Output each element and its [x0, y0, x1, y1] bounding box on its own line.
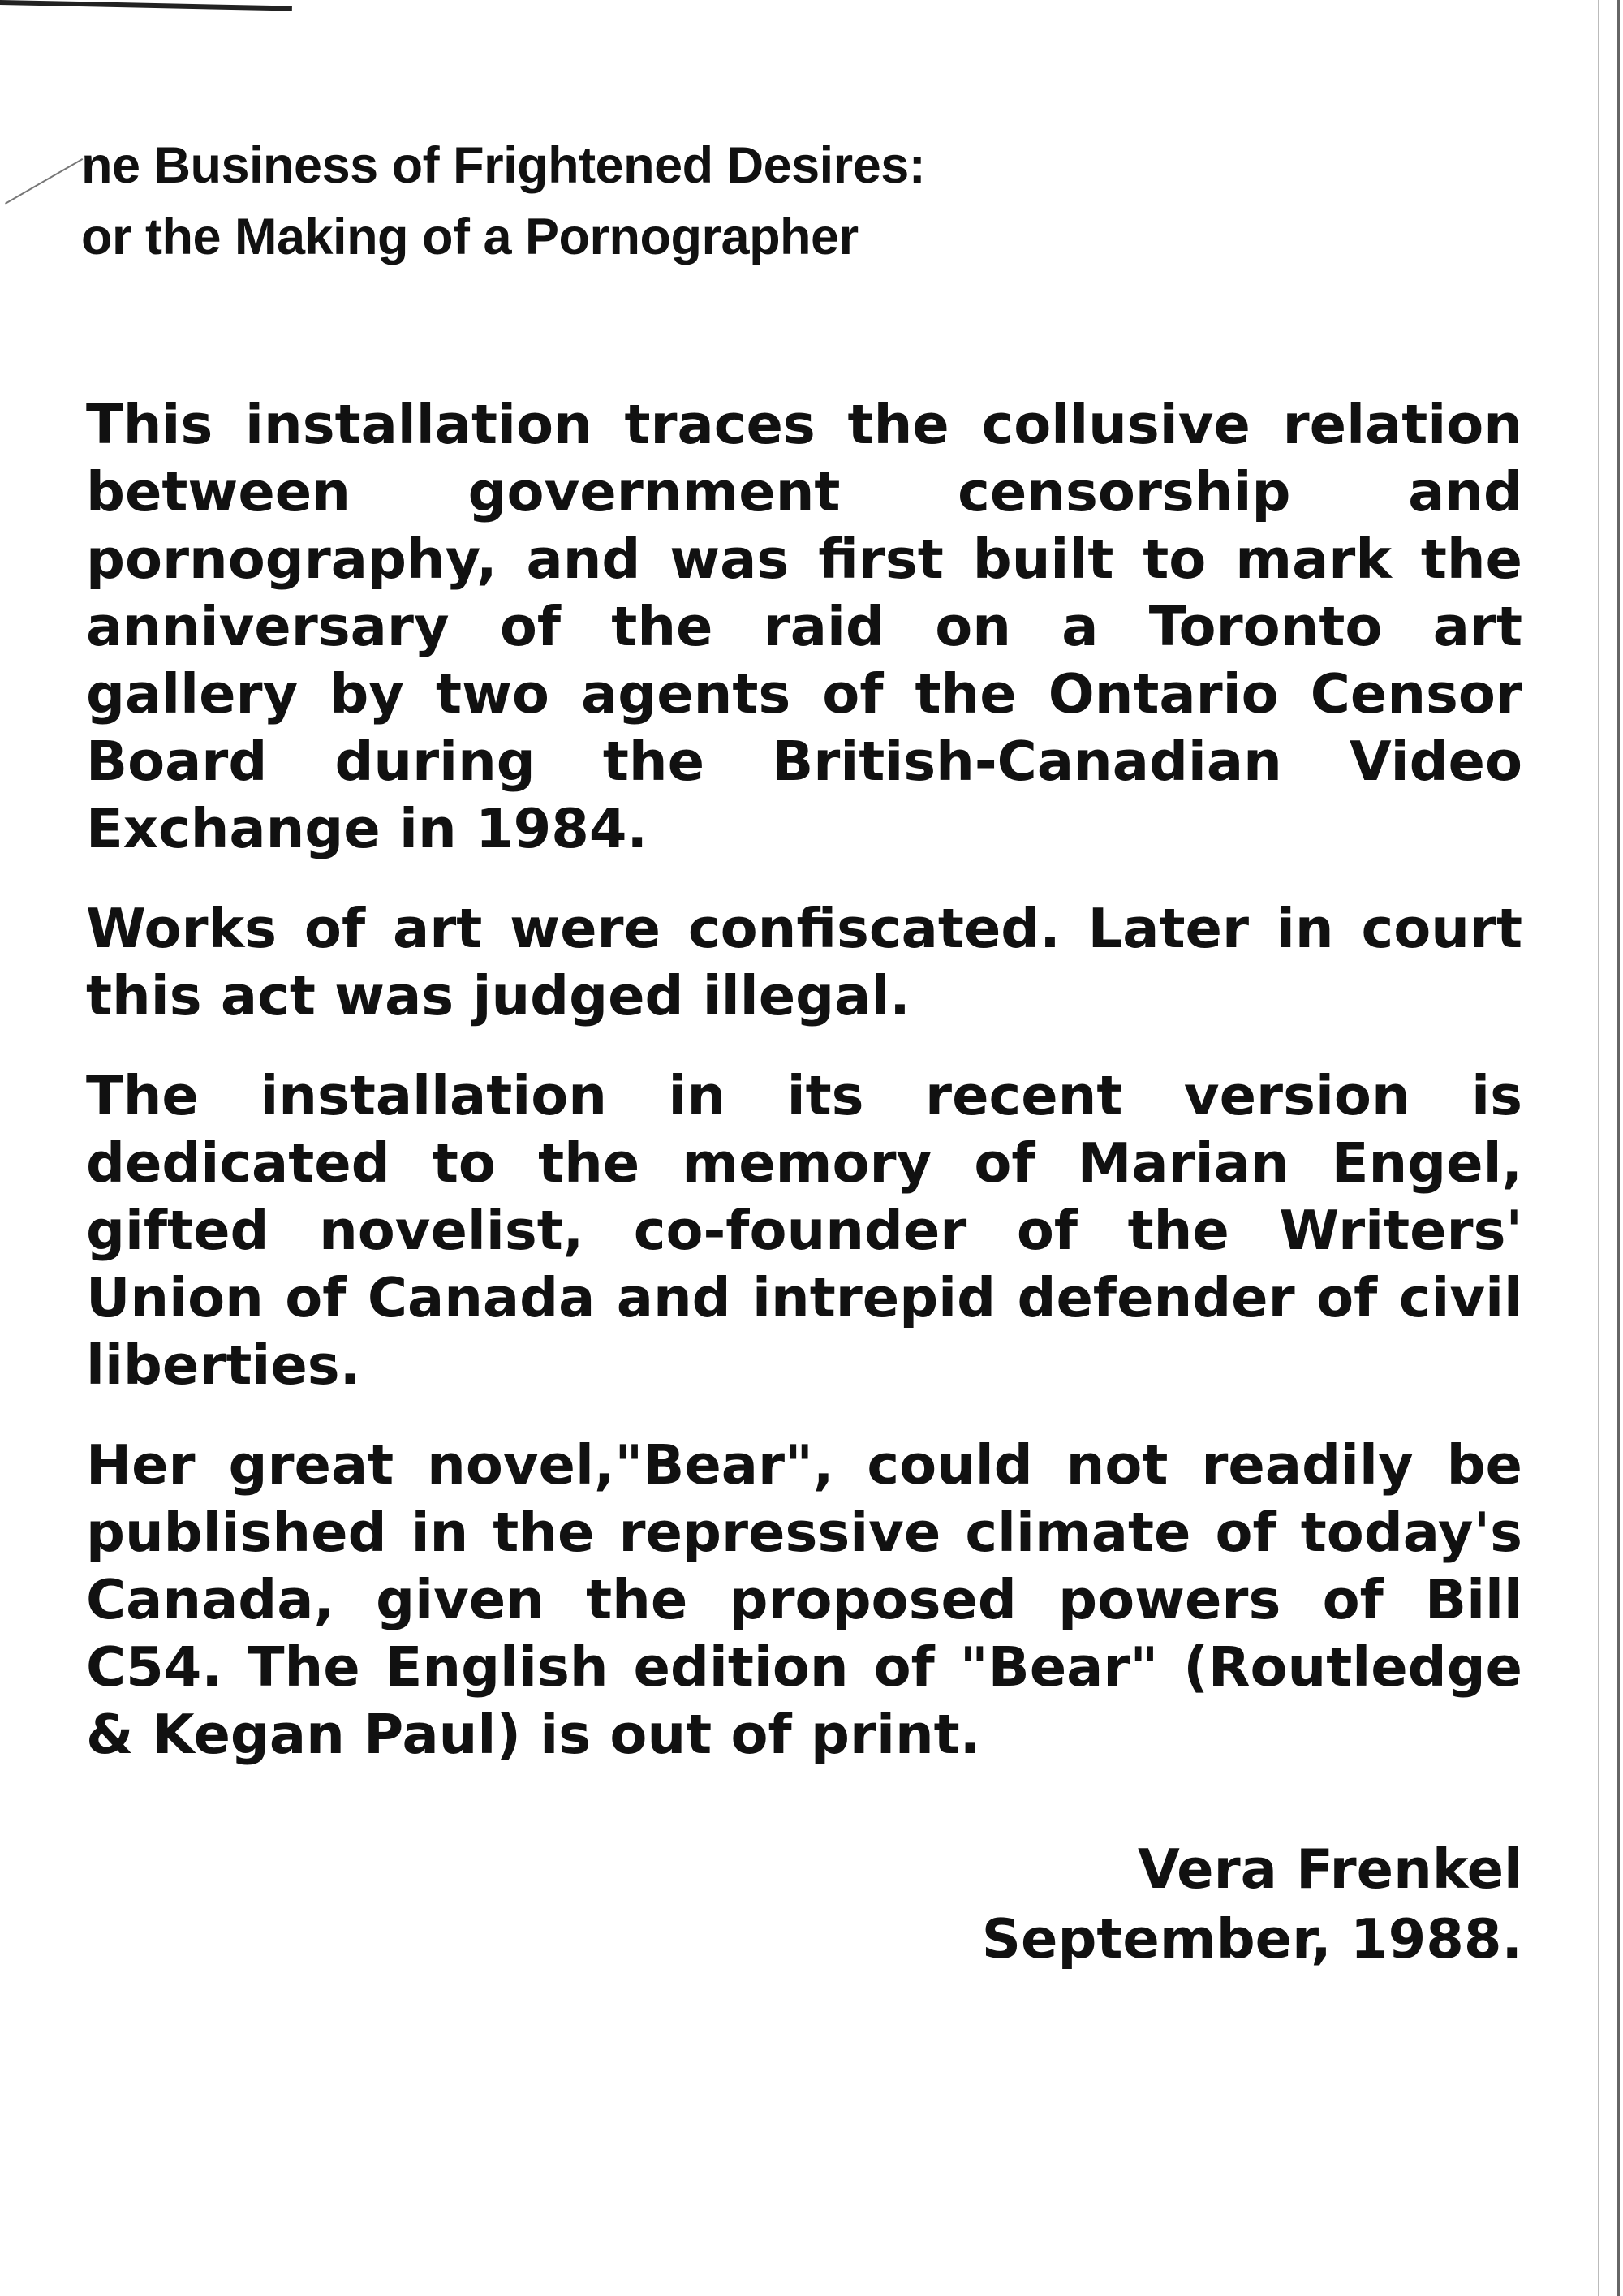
- title-line-2: or the Making of a Pornographer: [81, 209, 859, 265]
- document-title: [81, 130, 1298, 273]
- paragraph-4: Her great novel,"Bear", could not readily be published in the repressive climate of today's Canada, given the proposed powers of Bill C54. The English edition of "Bear" (Routledge & Kegan Paul) is out of print.: [86, 1433, 1522, 1766]
- paragraph-2: Works of art were confiscated. Later in court this act was judged illegal.: [86, 897, 1522, 1027]
- scan-artifact-left: [5, 158, 83, 205]
- signature-block: [792, 1834, 1522, 1974]
- document-body: [86, 391, 1522, 1801]
- signature-name: Vera Frenkel: [1137, 1837, 1522, 1901]
- signature-date: September, 1988.: [981, 1907, 1522, 1971]
- scan-artifact-top: [0, 0, 292, 29]
- title-line-1: ne Business of Frightened Desires:: [81, 137, 926, 194]
- scan-edge-right-inner: [1598, 0, 1599, 2296]
- paragraph-3: The installation in its recent version is dedicated to the memory of Marian Engel, gifted novelist, co-founder of the Writers' Union of Canada and intrepid defender of civil liberties.: [86, 1064, 1522, 1397]
- paragraph-1: This installation traces the collusive relation between government censorship and pornography, and was first built to mark the anniversary of the raid on a Toronto art gallery by two agents of the Ontario Censor Board during the British-Canadian Video Exchange in 1984.: [86, 393, 1522, 860]
- scan-edge-right: [1617, 0, 1620, 2296]
